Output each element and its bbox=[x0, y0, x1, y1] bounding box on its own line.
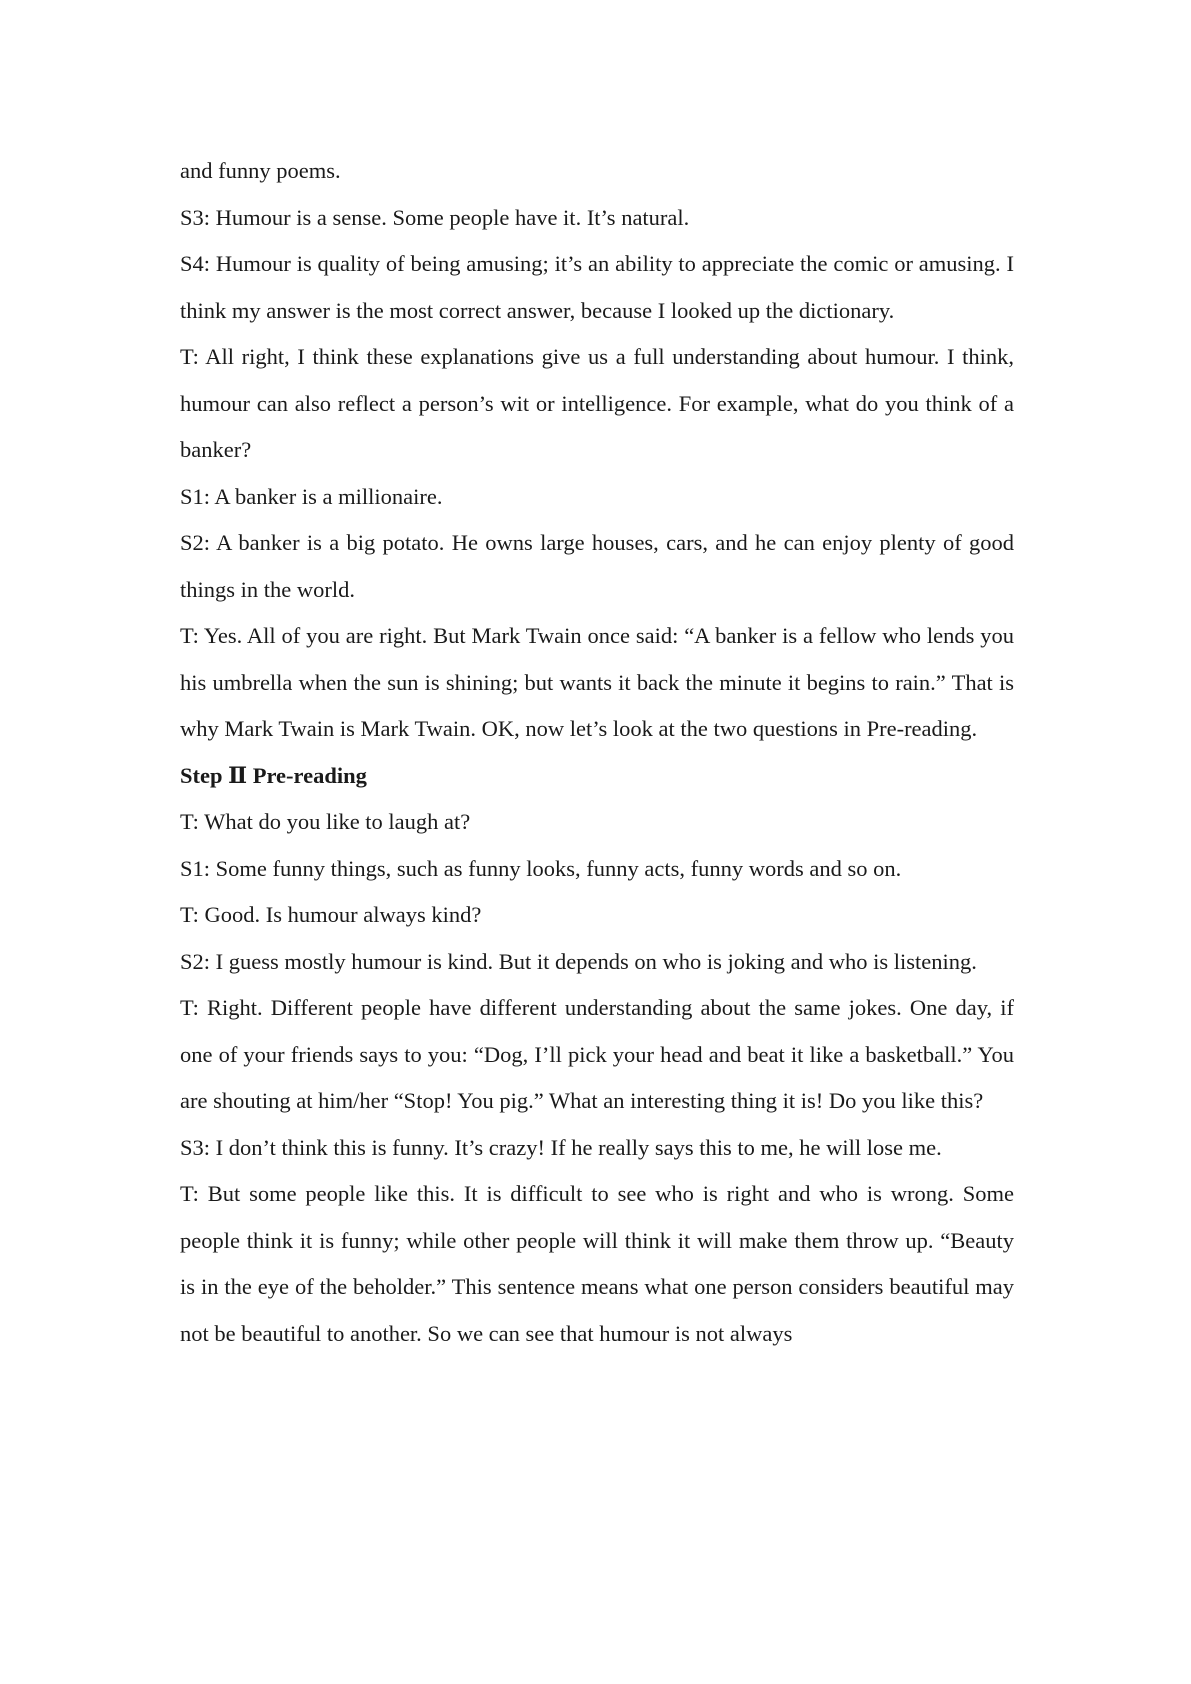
paragraph: S2: A banker is a big potato. He owns large houses, cars, and he can enjoy plenty of good things in the world. bbox=[180, 530, 1014, 602]
section-heading: Step Ⅱ Pre-reading bbox=[180, 762, 367, 788]
paragraph: T: What do you like to laugh at? bbox=[180, 809, 471, 834]
paragraph: T: Yes. All of you are right. But Mark Twain once said: “A banker is a fellow who lends you his umbrella when the sun is shining; but wants it back the minute it begins to rain.” That is why Mark Twain is Mark Twain. OK, now let’s look at the two questions in Pre-reading. bbox=[180, 623, 1014, 741]
document-page bbox=[180, 148, 1014, 1357]
paragraph: T: Good. Is humour always kind? bbox=[180, 902, 482, 927]
paragraph: T: But some people like this. It is difficult to see who is right and who is wrong. Some people think it is funny; while other people will think it will make them throw up. “Beauty is in the eye of the beholder.” This sentence means what one person considers beautiful may not be beautiful to another. So we can see that humour is not always bbox=[180, 1181, 1014, 1346]
paragraph: T: All right, I think these explanations give us a full understanding about humour. I think, humour can also reflect a person’s wit or intelligence. For example, what do you think of a banker? bbox=[180, 344, 1014, 462]
paragraph: and funny poems. bbox=[180, 158, 341, 183]
paragraph: S1: A banker is a millionaire. bbox=[180, 483, 443, 509]
paragraph: S3: I don’t think this is funny. It’s crazy! If he really says this to me, he will lose me. bbox=[180, 1134, 942, 1160]
paragraph: S1: Some funny things, such as funny looks, funny acts, funny words and so on. bbox=[180, 855, 902, 881]
paragraph: S4: Humour is quality of being amusing; it’s an ability to appreciate the comic or amusing. I think my answer is the most correct answer, because I looked up the dictionary. bbox=[180, 251, 1014, 323]
paragraph: S3: Humour is a sense. Some people have it. It’s natural. bbox=[180, 204, 690, 230]
paragraph: T: Right. Different people have different understanding about the same jokes. One day, if one of your friends says to you: “Dog, I’ll pick your head and beat it like a basketball.” You are shouting at him/her “Stop! You pig.” What an interesting thing it is! Do you like this? bbox=[180, 995, 1014, 1113]
paragraph: S2: I guess mostly humour is kind. But it depends on who is joking and who is listening. bbox=[180, 948, 977, 974]
